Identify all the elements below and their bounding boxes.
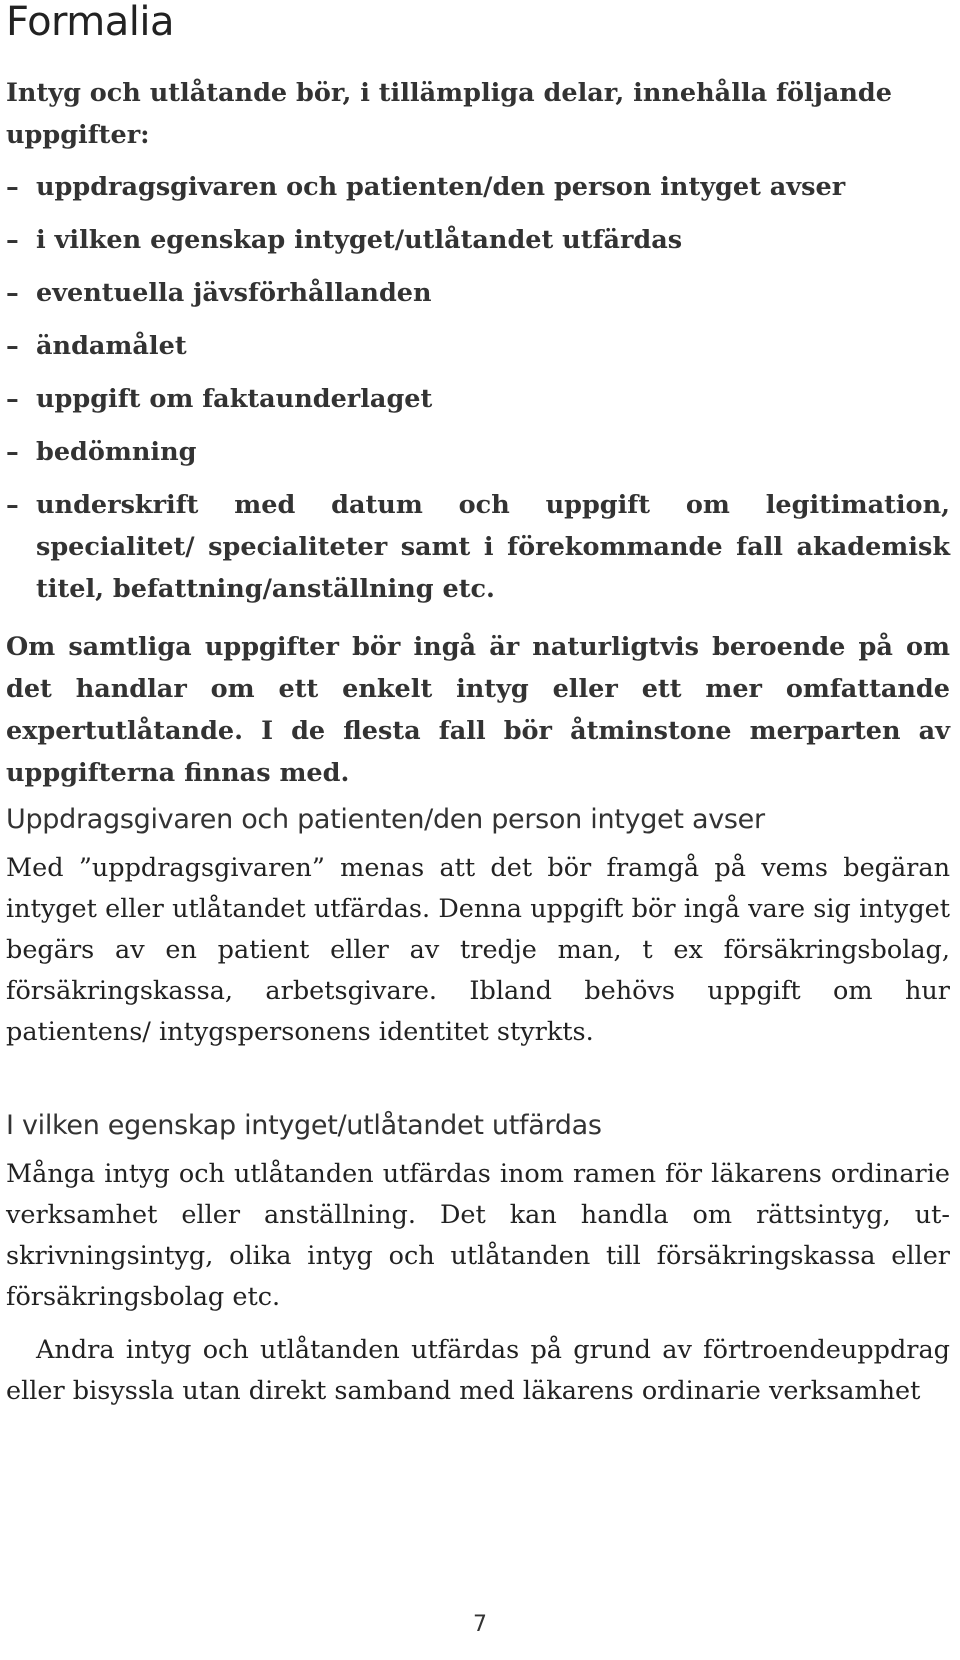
list-item xyxy=(6,378,950,420)
list-item xyxy=(6,325,950,367)
list-item-text: underskrift med datum och uppgift om legitimation, specialitet/ specialiteter samt i förekommande fall akademisk titel, befattning/anställning etc. xyxy=(36,490,950,604)
list-dash: – xyxy=(6,278,19,308)
list-dash: – xyxy=(6,331,19,361)
list-dash: – xyxy=(6,225,19,255)
intro-text: Intyg och utlåtande bör, i tillämpliga delar, innehålla följande uppgifter: xyxy=(6,78,892,150)
list-item-text: uppgift om faktaunderlaget xyxy=(36,384,433,414)
page-number: 7 xyxy=(473,1612,487,1637)
list-item xyxy=(6,484,950,610)
list-dash: – xyxy=(6,172,19,202)
list-item xyxy=(6,166,950,208)
list-item xyxy=(6,272,950,314)
list-item-text: ändamålet xyxy=(36,331,187,361)
list-dash: – xyxy=(6,490,19,520)
required-items-list xyxy=(6,166,950,621)
section-paragraph: Många intyg och utlåtanden utfärdas inom ramen för läkarens ordinarie verksamhet eller anställning. Det kan handla om rättsintyg, utskrivningsintyg, olika intyg och utlåtanden till försäkringskassa eller försäkringsbolag etc. xyxy=(6,1159,950,1312)
list-item-text: uppdragsgivaren och patienten/den person intyget avser xyxy=(36,172,846,202)
summary-paragraph: Om samtliga uppgifter bör ingå är naturligtvis beroende på om det handlar om ett enkelt intyg eller ett mer omfattande expertutlåtande. I de flesta fall bör åtminstone merparten av uppgifterna finnas med. xyxy=(6,632,950,788)
list-item-text: eventuella jävsförhållanden xyxy=(36,278,432,308)
page-title: Formalia xyxy=(6,0,175,45)
section-heading: I vilken egenskap intyget/utlåtandet utfärdas xyxy=(6,1110,602,1141)
section-paragraph: Andra intyg och utlåtanden utfärdas på grund av förtroendeuppdrag eller bisyssla utan direkt samband med läkarens ordinarie verksamhet xyxy=(6,1335,950,1406)
list-dash: – xyxy=(6,384,19,414)
list-item-text: bedömning xyxy=(36,437,197,467)
list-item xyxy=(6,431,950,473)
list-item xyxy=(6,219,950,261)
section-heading: Uppdragsgivaren och patienten/den person intyget avser xyxy=(6,804,765,835)
section-paragraph: Med ”uppdragsgivaren” menas att det bör framgå på vems begäran intyget eller utlåtandet utfärdas. Denna uppgift bör ingå vare sig intyget begärs av en patient eller av tredje man, t ex försäkringsbolag, försäkringskassa, arbetsgivare. Ibland behövs uppgift om hur patientens/ intygspersonens identitet styrkts. xyxy=(6,853,950,1047)
list-item-text: i vilken egenskap intyget/utlåtandet utfärdas xyxy=(36,225,683,255)
list-dash: – xyxy=(6,437,19,467)
